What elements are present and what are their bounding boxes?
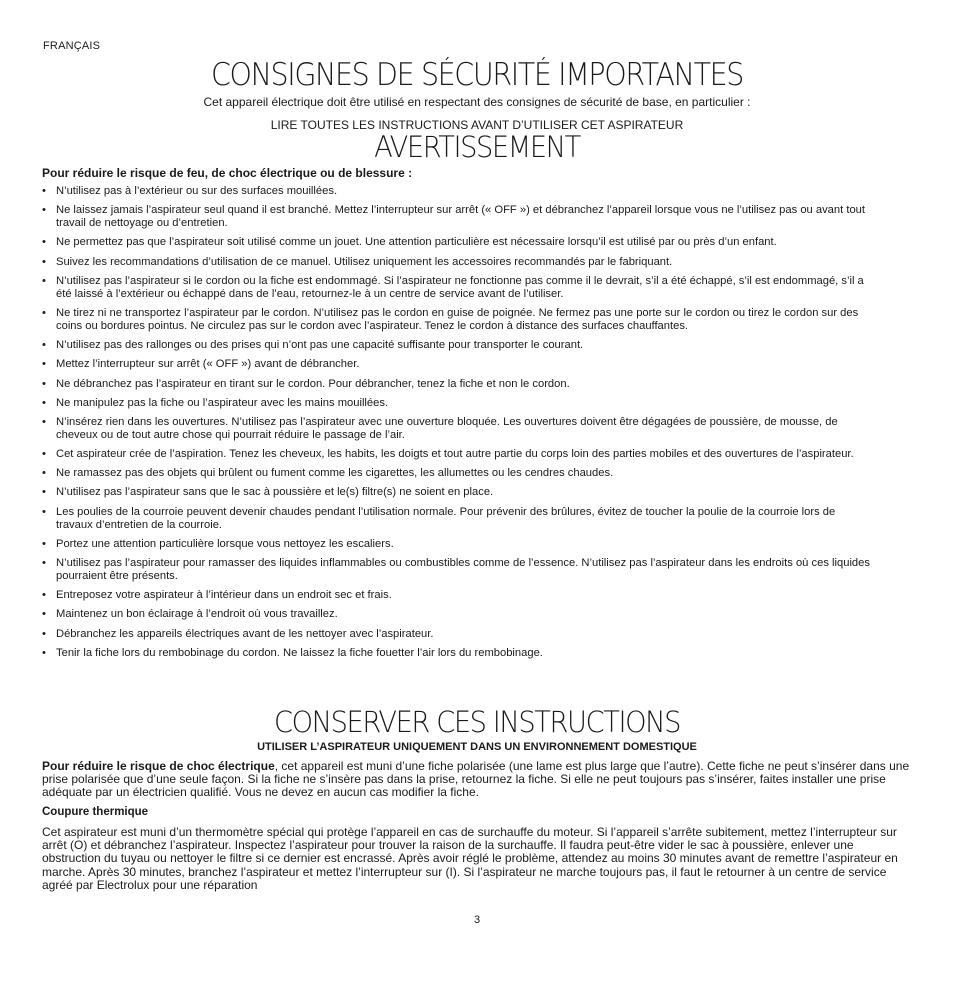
polarized-lead: Pour réduire le risque de choc électrique xyxy=(42,759,275,773)
safety-rule-item: • Portez une attention particulière lorsque vous nettoyez les escaliers. xyxy=(42,538,872,551)
safety-rule-item: • N’utilisez pas l’aspirateur si le cordon ou la fiche est endommagé. Si l’aspirateur ne fonctionne pas comme il le devrait, s’il a été échappé, s’il est endommagé, s’il a été laissé à l’extérieur ou échappé dans de l’eau, retournez-le à un centre de service avant de l’utiliser. xyxy=(42,275,872,301)
safety-rule-item: • Cet aspirateur crée de l’aspiration. Tenez les cheveux, les habits, les doigts et tout autre partie du corps loin des parties mobiles et des ouvertures de l’aspirateur. xyxy=(42,448,872,461)
reduce-risk-heading: Pour réduire le risque de feu, de choc électrique ou de blessure : xyxy=(42,166,413,180)
safety-rule-item: • Ne manipulez pas la fiche ou l’aspirateur avec les mains mouillées. xyxy=(42,397,872,410)
safety-rule-item: • Entreposez votre aspirateur à l’intérieur dans un endroit sec et frais. xyxy=(42,589,872,602)
safety-rule-item: • Mettez l’interrupteur sur arrêt (« OFF ») avant de débrancher. xyxy=(42,358,872,371)
safety-rule-item: • Ne débranchez pas l’aspirateur en tirant sur le cordon. Pour débrancher, tenez la fiche et non le cordon. xyxy=(42,378,872,391)
safety-title: CONSIGNES DE SÉCURITÉ IMPORTANTES xyxy=(211,57,743,93)
safety-rule-item: • Ne tirez ni ne transportez l’aspirateur par le cordon. N’utilisez pas le cordon en guise de poignée. Ne fermez pas une porte sur le cordon ou tirez le cordon sur des coins ou bordures pointus. Ne circulez pas sur le cordon avec l’aspirateur. Tenez le cordon à distance des surfaces chauffantes. xyxy=(42,307,872,333)
keep-instructions-title: CONSERVER CES INSTRUCTIONS xyxy=(273,705,681,739)
domestic-use-notice: UTILISER L’ASPIRATEUR UNIQUEMENT DANS UN ENVIRONNEMENT DOMESTIQUE xyxy=(257,741,697,753)
safety-rule-item: • N’utilisez pas à l’extérieur ou sur des surfaces mouillées. xyxy=(42,185,872,198)
safety-rule-item: • N’utilisez pas l’aspirateur sans que le sac à poussière et le(s) filtre(s) ne soient en place. xyxy=(42,486,872,499)
safety-rule-item: • N’insérez rien dans les ouvertures. N’utilisez pas l’aspirateur avec une ouverture bloquée. Les ouvertures doivent être dégagées de poussière, de mousse, de cheveux ou de tout autre chose qui pourrait réduire le passage de l’air. xyxy=(42,416,872,442)
safety-rule-item: • Débranchez les appareils électriques avant de les nettoyer avec l’aspirateur. xyxy=(42,628,872,641)
warning-title: AVERTISSEMENT xyxy=(374,130,580,164)
read-all-notice: LIRE TOUTES LES INSTRUCTIONS AVANT D’UTILISER CET ASPIRATEUR xyxy=(270,118,684,132)
safety-rule-item: • Ne permettez pas que l’aspirateur soit utilisé comme un jouet. Une attention particulière est nécessaire lorsqu’il est utilisé par ou près d’un enfant. xyxy=(42,236,872,249)
safety-rule-item: • Ne ramassez pas des objets qui brûlent ou fument comme les cigarettes, les allumettes ou les cendres chaudes. xyxy=(42,467,872,480)
safety-rule-item: • N’utilisez pas des rallonges ou des prises qui n’ont pas une capacité suffisante pour transporter le courant. xyxy=(42,339,872,352)
polarized-plug-paragraph xyxy=(42,760,912,800)
safety-rule-item: • Suivez les recommandations d’utilisation de ce manuel. Utilisez uniquement les accessoires recommandés par le fabriquant. xyxy=(42,256,872,269)
language-label: FRANÇAIS xyxy=(43,40,101,52)
intro-text: Cet appareil électrique doit être utilisé en respectant des consignes de sécurité de base, en particulier : xyxy=(203,95,751,109)
safety-rules-list xyxy=(42,185,872,666)
safety-rule-item: • Tenir la fiche lors du rembobinage du cordon. Ne laissez la fiche fouetter l’air lors du rembobinage. xyxy=(42,647,872,660)
thermal-cutoff-title: Coupure thermique xyxy=(42,806,149,818)
safety-rule-item: • Les poulies de la courroie peuvent devenir chaudes pendant l’utilisation normale. Pour prévenir des brûlures, évitez de toucher la poulie de la courroie lors de travaux d’entretien de la courroie. xyxy=(42,506,872,532)
safety-rule-item: • Maintenez un bon éclairage à l’endroit où vous travaillez. xyxy=(42,608,872,621)
safety-rule-item: • N’utilisez pas l’aspirateur pour ramasser des liquides inflammables ou combustibles comme de l’essence. N’utilisez pas l’aspirateur dans les endroits où ces liquides pourraient être présents. xyxy=(42,557,872,583)
polarized-text: , cet appareil est muni d’une fiche polarisée (une lame est plus large que l’autre). Cette fiche ne peut s’insérer dans une prise polarisée que d’une seule façon. Si la fiche ne s’insère pas dans la prise, retournez la fiche. Si elle ne peut toujours pas s’insérer, faites installer une prise adéquate par un électricien qualifié. Vous ne devez en aucun cas modifier la fiche. xyxy=(42,759,910,800)
thermal-cutoff-paragraph: Cet aspirateur est muni d’un thermomètre spécial qui protège l’appareil en cas de surchauffe du moteur. Si l’appareil s’arrête subitement, mettez l’interrupteur sur arrêt (O) et débranchez l’aspirateur. Inspectez l’aspirateur pour trouver la raison de la surchauffe. Il faudra peut-être vider le sac à poussière, enlever une obstruction du tuyau ou nettoyer le filtre si ce dernier est encrassé. Après avoir réglé le problème, attendez au moins 30 minutes avant de remettre l’aspirateur en marche. Après 30 minutes, branchez l’aspirateur et mettez l’interrupteur sur (I). Si l’aspirateur ne marche toujours pas, il faut le retourner à un centre de service agréé par Electrolux pour une réparation xyxy=(42,825,898,892)
safety-rule-item: • Ne laissez jamais l’aspirateur seul quand il est branché. Mettez l’interrupteur sur arrêt (« OFF ») et débranchez l’appareil lorsque vous ne l’utilisez pas ou avant tout travail de nettoyage ou d’entretien. xyxy=(42,204,872,230)
page-number: 3 xyxy=(473,914,481,926)
